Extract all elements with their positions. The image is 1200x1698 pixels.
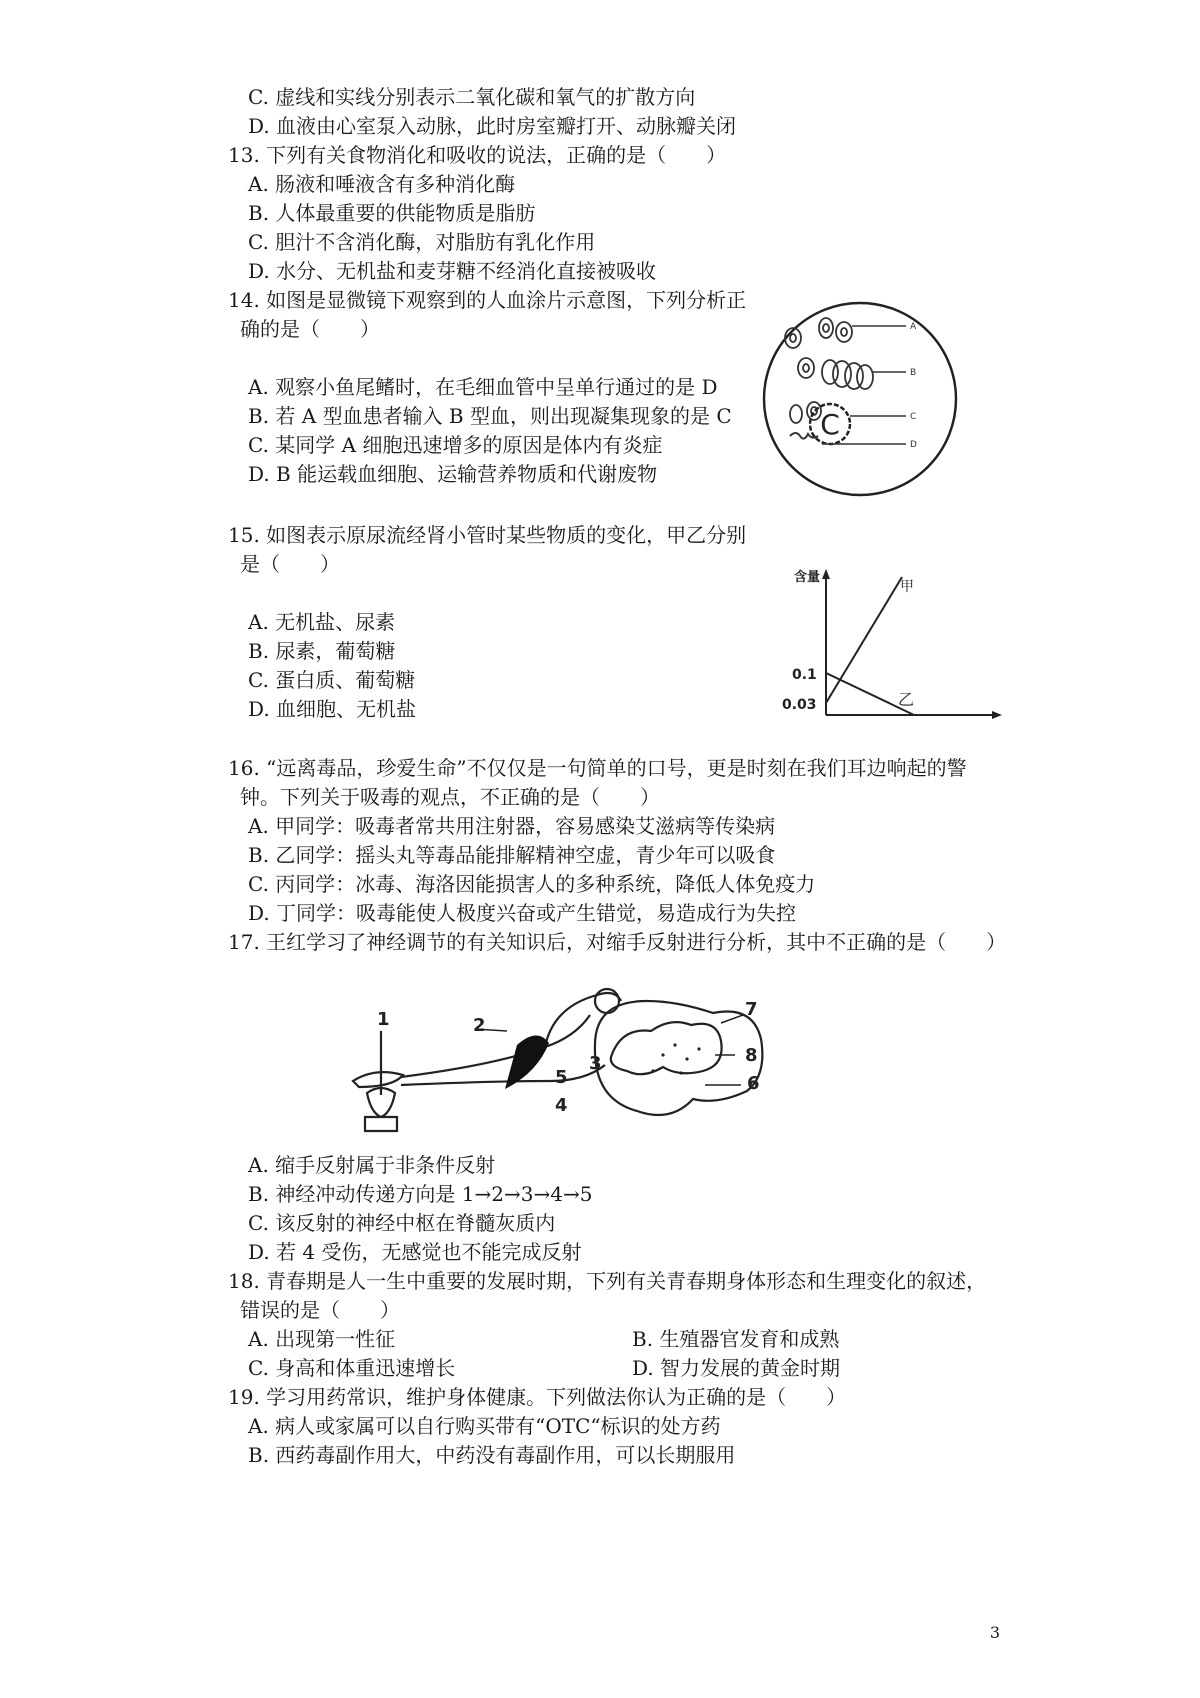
reflex-arc-figure: [345, 985, 780, 1150]
urine-chart-figure: [782, 565, 1015, 750]
option-18b: B. 生殖器官发育和成熟: [632, 1327, 840, 1351]
ganglion-path: [545, 993, 621, 1047]
option-15b: B. 尿素，葡萄糖: [248, 639, 396, 663]
question-18-cont: 错误的是（ ）: [240, 1298, 400, 1322]
label-b: B: [910, 368, 917, 378]
option-17d: D. 若 4 受伤，无感觉也不能完成反射: [248, 1240, 582, 1264]
label-jia: 甲: [900, 579, 914, 595]
question-19: 19. 学习用药常识，维护身体健康。下列做法你认为正确的是（ ）: [228, 1385, 847, 1409]
question-15: 15. 如图表示原尿流经肾小管时某些物质的变化，甲乙分别: [228, 523, 747, 547]
label-1: 1: [377, 1009, 390, 1030]
option-13c: C. 胆汁不含消化酶，对脂肪有乳化作用: [248, 230, 596, 254]
tick-0-1: 0.1: [792, 667, 817, 683]
option-13a: A. 肠液和唾液含有多种消化酶: [248, 172, 516, 196]
option-19a: A. 病人或家属可以自行购买带有“OTC“标识的处方药: [248, 1414, 721, 1438]
motor-nerve: [401, 1065, 605, 1085]
tick-0-03: 0.03: [782, 697, 817, 713]
page-number: 3: [989, 1623, 1000, 1642]
option-13b: B. 人体最重要的供能物质是脂肪: [248, 201, 536, 225]
option-16a: A. 甲同学：吸毒者常共用注射器，容易感染艾滋病等传染病: [248, 814, 776, 838]
question-15-cont: 是（ ）: [240, 552, 340, 576]
y-axis-label: 含量: [794, 570, 821, 585]
question-14-cont: 确的是（ ）: [240, 317, 380, 341]
question-14: 14. 如图是显微镜下观察到的人血涂片示意图，下列分析正: [228, 288, 747, 312]
option-14c: C. 某同学 A 细胞迅速增多的原因是体内有炎症: [248, 433, 663, 457]
candle-base: [365, 1117, 397, 1131]
option-14b: B. 若 A 型血患者输入 B 型血，则出现凝集现象的是 C: [248, 404, 732, 428]
label-4: 4: [555, 1095, 568, 1116]
label-c: C: [910, 412, 917, 422]
option-17b: B. 神经冲动传递方向是 1→2→3→4→5: [248, 1182, 593, 1206]
label-5: 5: [555, 1067, 568, 1088]
option-12d: D. 血液由心室泵入动脉，此时房室瓣打开、动脉瓣关闭: [248, 114, 737, 138]
option-14d: D. B 能运载血细胞、运输营养物质和代谢废物: [248, 462, 658, 486]
question-13: 13. 下列有关食物消化和吸收的说法，正确的是（ ）: [228, 143, 727, 167]
option-16b: B. 乙同学：摇头丸等毒品能排解精神空虚，青少年可以吸食: [248, 843, 776, 867]
option-13d: D. 水分、无机盐和麦芽糖不经消化直接被吸收: [248, 259, 657, 283]
option-12c: C. 虚线和实线分别表示二氧化碳和氧气的扩散方向: [248, 85, 696, 109]
question-16-cont: 钟。下列关于吸毒的观点，不正确的是（ ）: [240, 785, 660, 809]
gray-matter: [611, 1022, 722, 1074]
option-16d: D. 丁同学：吸毒能使人极度兴奋或产生错觉，易造成行为失控: [248, 901, 797, 925]
option-17c: C. 该反射的神经中枢在脊髓灰质内: [248, 1211, 556, 1235]
line-jia: [826, 577, 902, 703]
label-7: 7: [745, 999, 758, 1020]
option-15c: C. 蛋白质、葡萄糖: [248, 668, 416, 692]
option-15d: D. 血细胞、无机盐: [248, 697, 417, 721]
label-a: A: [910, 322, 917, 332]
label-3: 3: [589, 1053, 602, 1074]
blood-smear-figure: [760, 296, 1000, 502]
spinal-cord: [595, 1001, 762, 1115]
question-17: 17. 王红学习了神经调节的有关知识后，对缩手反射进行分析，其中不正确的是（ ）: [228, 930, 1007, 954]
hand: [353, 1072, 403, 1087]
option-14a: A. 观察小鱼尾鳍时，在毛细血管中呈单行通过的是 D: [248, 375, 718, 399]
label-yi: 乙: [898, 690, 915, 709]
y-arrow: [822, 569, 830, 579]
option-18a: A. 出现第一性征: [248, 1327, 396, 1351]
question-16: 16. “远离毒品，珍爱生命”不仅仅是一句简单的口号，更是时刻在我们耳边响起的警: [228, 756, 967, 780]
question-18: 18. 青春期是人一生中重要的发展时期，下列有关青春期身体形态和生理变化的叙述，: [228, 1269, 987, 1293]
option-16c: C. 丙同学：冰毒、海洛因能损害人的多种系统，降低人体免疫力: [248, 872, 816, 896]
label-8: 8: [745, 1045, 758, 1066]
label-2: 2: [473, 1015, 486, 1036]
option-17a: A. 缩手反射属于非条件反射: [248, 1153, 496, 1177]
x-arrow: [992, 711, 1002, 719]
cell-letter-c: C: [820, 408, 840, 441]
option-19b: B. 西药毒副作用大，中药没有毒副作用，可以长期服用: [248, 1443, 736, 1467]
label-6: 6: [747, 1073, 760, 1094]
label-d: D: [910, 440, 917, 450]
option-18c: C. 身高和体重迅速增长: [248, 1356, 456, 1380]
option-15a: A. 无机盐、尿素: [248, 610, 396, 634]
option-18d: D. 智力发展的黄金时期: [632, 1356, 841, 1380]
